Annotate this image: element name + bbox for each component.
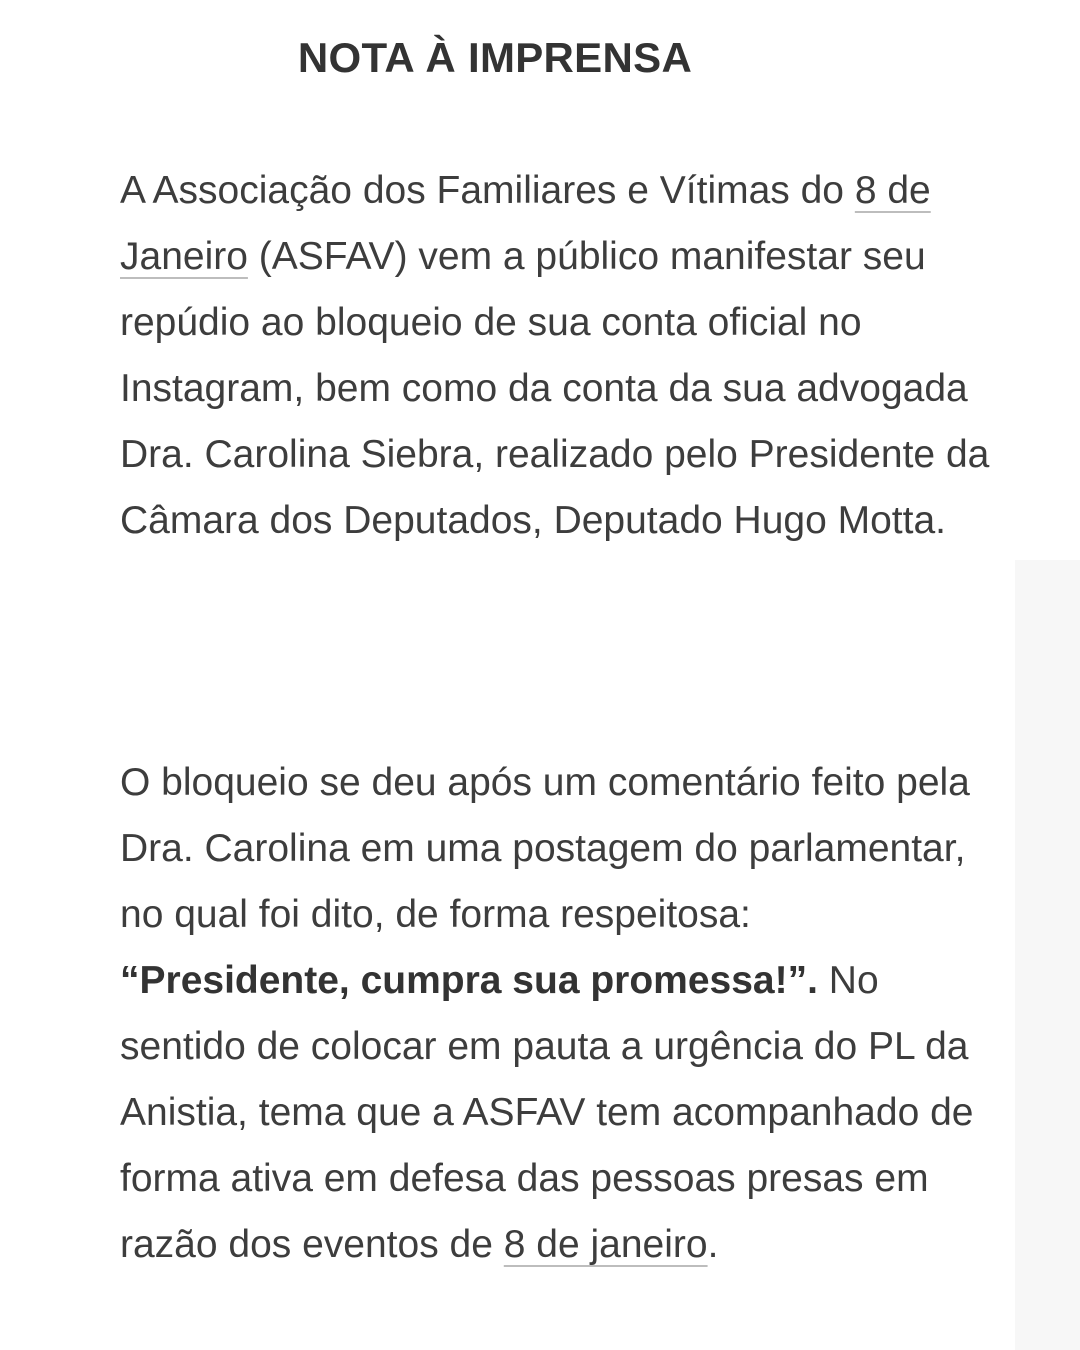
paragraph-2 <box>120 750 990 1278</box>
paragraph-1-text-b: (ASFAV) vem a público manifestar seu repúdio ao bloqueio de sua conta oficial no Instagram, bem como da conta da sua advogada Dra. Carolina Siebra, realizado pelo Presidente da Câmara dos Deputados, Deputado Hugo Motta. <box>120 235 990 542</box>
quote-text: “Presidente, cumpra sua promessa!”. <box>120 959 818 1002</box>
paragraph-1 <box>120 158 990 554</box>
link-8-de-janeiro[interactable]: 8 de Janeiro <box>120 169 931 278</box>
paragraph-1-text-a: A Associação dos Familiares e Vítimas do <box>120 169 855 212</box>
page-title: NOTA À IMPRENSA <box>297 34 693 81</box>
paragraph-2-text-a: O bloqueio se deu após um comentário feito pela Dra. Carolina em uma postagem do parlamentar, no qual foi dito, de forma respeitosa: <box>120 761 970 936</box>
link-8-de-janeiro-2[interactable]: 8 de janeiro <box>503 1223 708 1266</box>
paragraph-2-text-c: . <box>707 1223 719 1266</box>
background-shade <box>1015 560 1080 1350</box>
paragraph-2-text-b: No sentido de colocar em pauta a urgência do PL da Anistia, tema que a ASFAV tem acompanhado de forma ativa em defesa das pessoas presas em razão dos eventos de <box>120 959 974 1266</box>
